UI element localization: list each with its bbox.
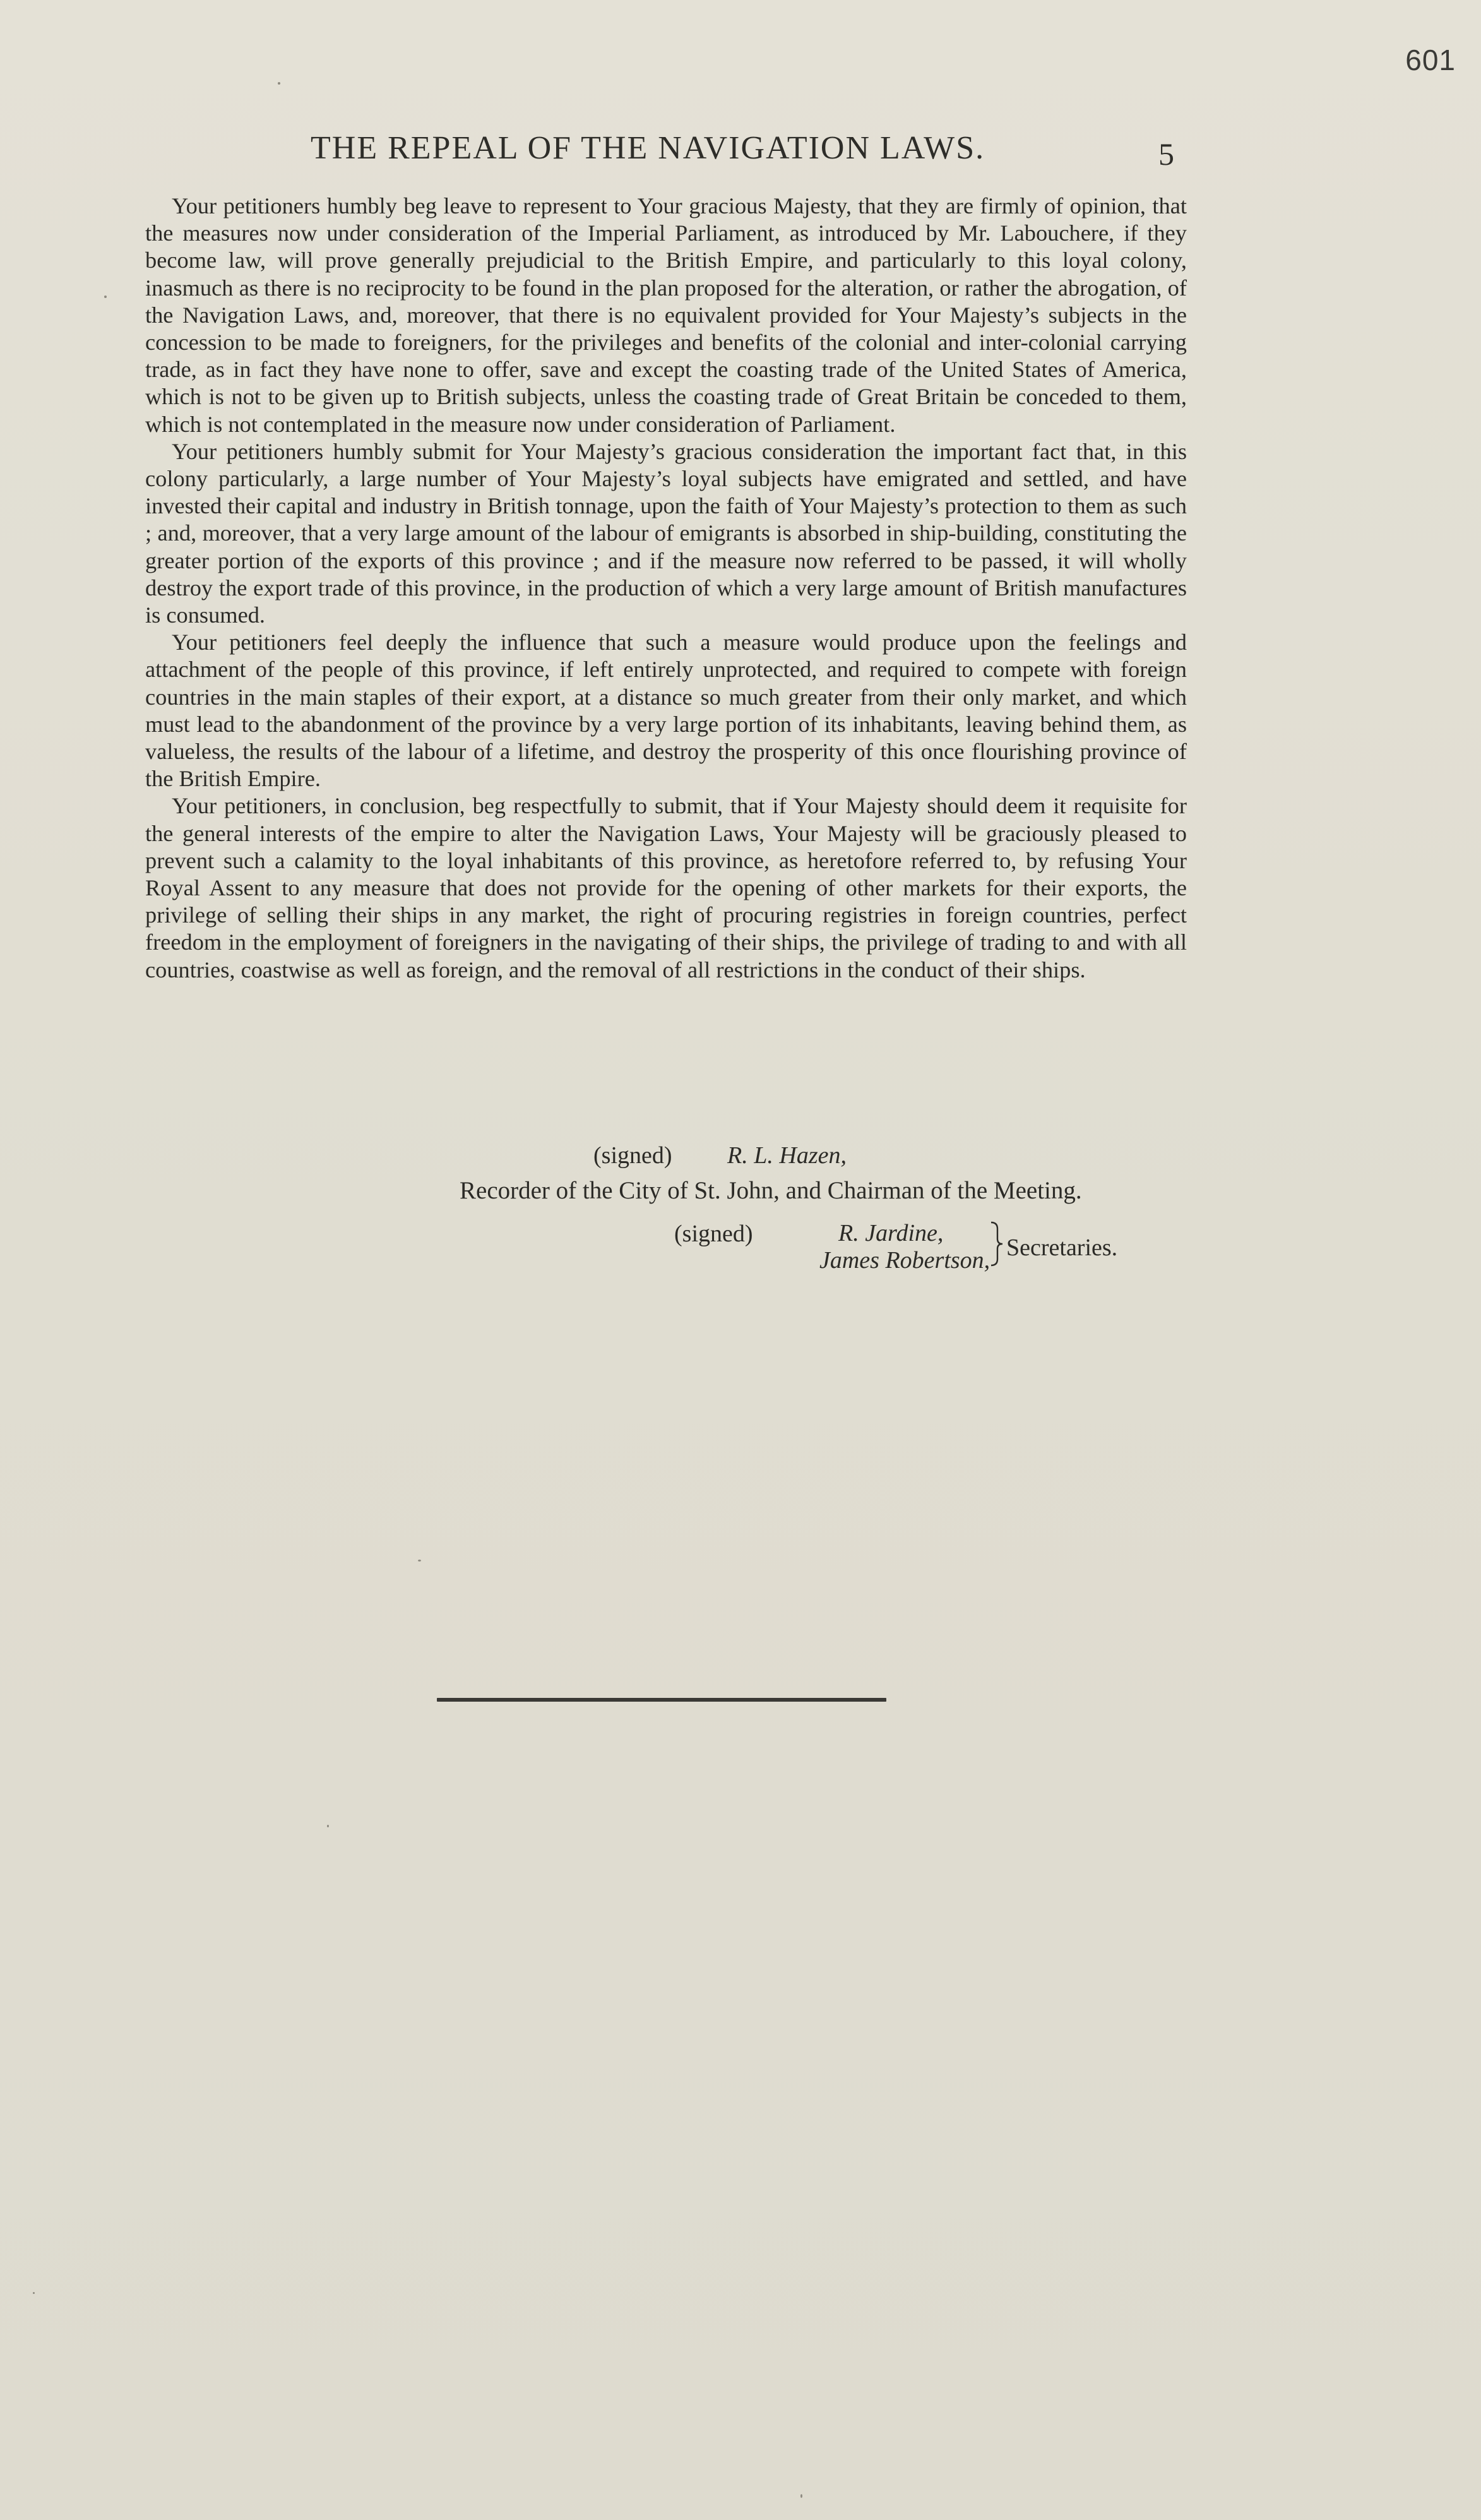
paper-speck [278, 82, 280, 85]
paragraph: Your petitioners feel deeply the influence that such a measure would produce upon the feelings and attachment of the people of this province, if left entirely unprotected, and required to compete with foreign countries in the main staples of their export, at a distance so much greater from their only market, and which must lead to the abandonment of the province by a very large portion of its inhabitants, leaving behind them, as valueless, the results of the labour of a lifetime, and destroy the prosperity of this once flourishing province of the British Empire. [145, 630, 1187, 792]
folio-number: 601 [1405, 44, 1456, 76]
petition-body [145, 193, 1187, 984]
running-title: THE REPEAL OF THE NAVIGATION LAWS. [311, 130, 985, 166]
closing-rule [437, 1698, 886, 1702]
paper-speck [418, 1560, 421, 1562]
paper-speck [327, 1825, 329, 1827]
secretary-name: James Robertson, [819, 1247, 990, 1274]
paper-speck [33, 2292, 35, 2294]
secretaries-signature [674, 1220, 1192, 1283]
secretaries-label: Secretaries. [1006, 1234, 1118, 1261]
signatory-name: R. L. Hazen, [727, 1142, 847, 1169]
paragraph: Your petitioners humbly submit for Your Majesty’s gracious consideration the important fact that, in this colony particularly, a large number of Your Majesty’s loyal subjects have emigrated and settled, and have invested their capital and industry in British tonnage, upon the faith of Your Majesty’s protection to them as such ; and, moreover, that a very large amount of the labour of emigrants is absorbed in ship-building, constituting the greater portion of the exports of this province ; and if the measure now referred to be passed, it will wholly destroy the export trade of this province, in the production of which a very large amount of British manufactures is consumed. [145, 438, 1187, 628]
signatory-title: Recorder of the City of St. John, and Chairman of the Meeting. [460, 1177, 1082, 1204]
running-head [145, 129, 1206, 174]
paper-speck [800, 2494, 802, 2498]
signed-label: (signed) [674, 1221, 753, 1247]
secretary-names [819, 1220, 990, 1274]
chairman-signature [593, 1142, 847, 1169]
paper-speck [104, 296, 107, 298]
secretary-name: R. Jardine, [838, 1220, 944, 1246]
page-number: 5 [1158, 136, 1174, 172]
paragraph: Your petitioners, in conclusion, beg respectfully to submit, that if Your Majesty should deem it requisite for the general interests of the empire to alter the Navigation Laws, Your Majesty will be graciously pleased to prevent such a calamity to the loyal inhabitants of this province, as heretofore referred to, by refusing Your Royal Assent to any measure that does not provide for the opening of other markets for their exports, the privilege of selling their ships in any market, the right of procuring registries in foreign countries, perfect freedom in the employment of foreigners in the navigating of their ships, the privilege of trading to and with all countries, coastwise as well as foreign, and the removal of all restrictions in the conduct of their ships. [145, 793, 1187, 982]
paragraph: Your petitioners humbly beg leave to represent to Your gracious Majesty, that they are firmly of opinion, that the measures now under consideration of the Imperial Parliament, as introduced by Mr. Labouchere, if they become law, will prove generally prejudicial to the British Empire, and particularly to this loyal colony, inasmuch as there is no reciprocity to be found in the plan proposed for the alteration, or rather the abrogation, of the Navigation Laws, and, moreover, that there is no equivalent provided for Your Majesty’s subjects in the concession to be made to foreigners, for the privileges and benefits of the colonial and inter-colonial carrying trade, as in fact they have none to offer, save and except the coasting trade of the United States of America, which is not to be given up to British subjects, unless the coasting trade of Great Britain be conceded to them, which is not contemplated in the measure now under consideration of Parliament. [145, 193, 1187, 437]
signed-label: (signed) [593, 1142, 672, 1169]
brace-icon [990, 1221, 1004, 1267]
